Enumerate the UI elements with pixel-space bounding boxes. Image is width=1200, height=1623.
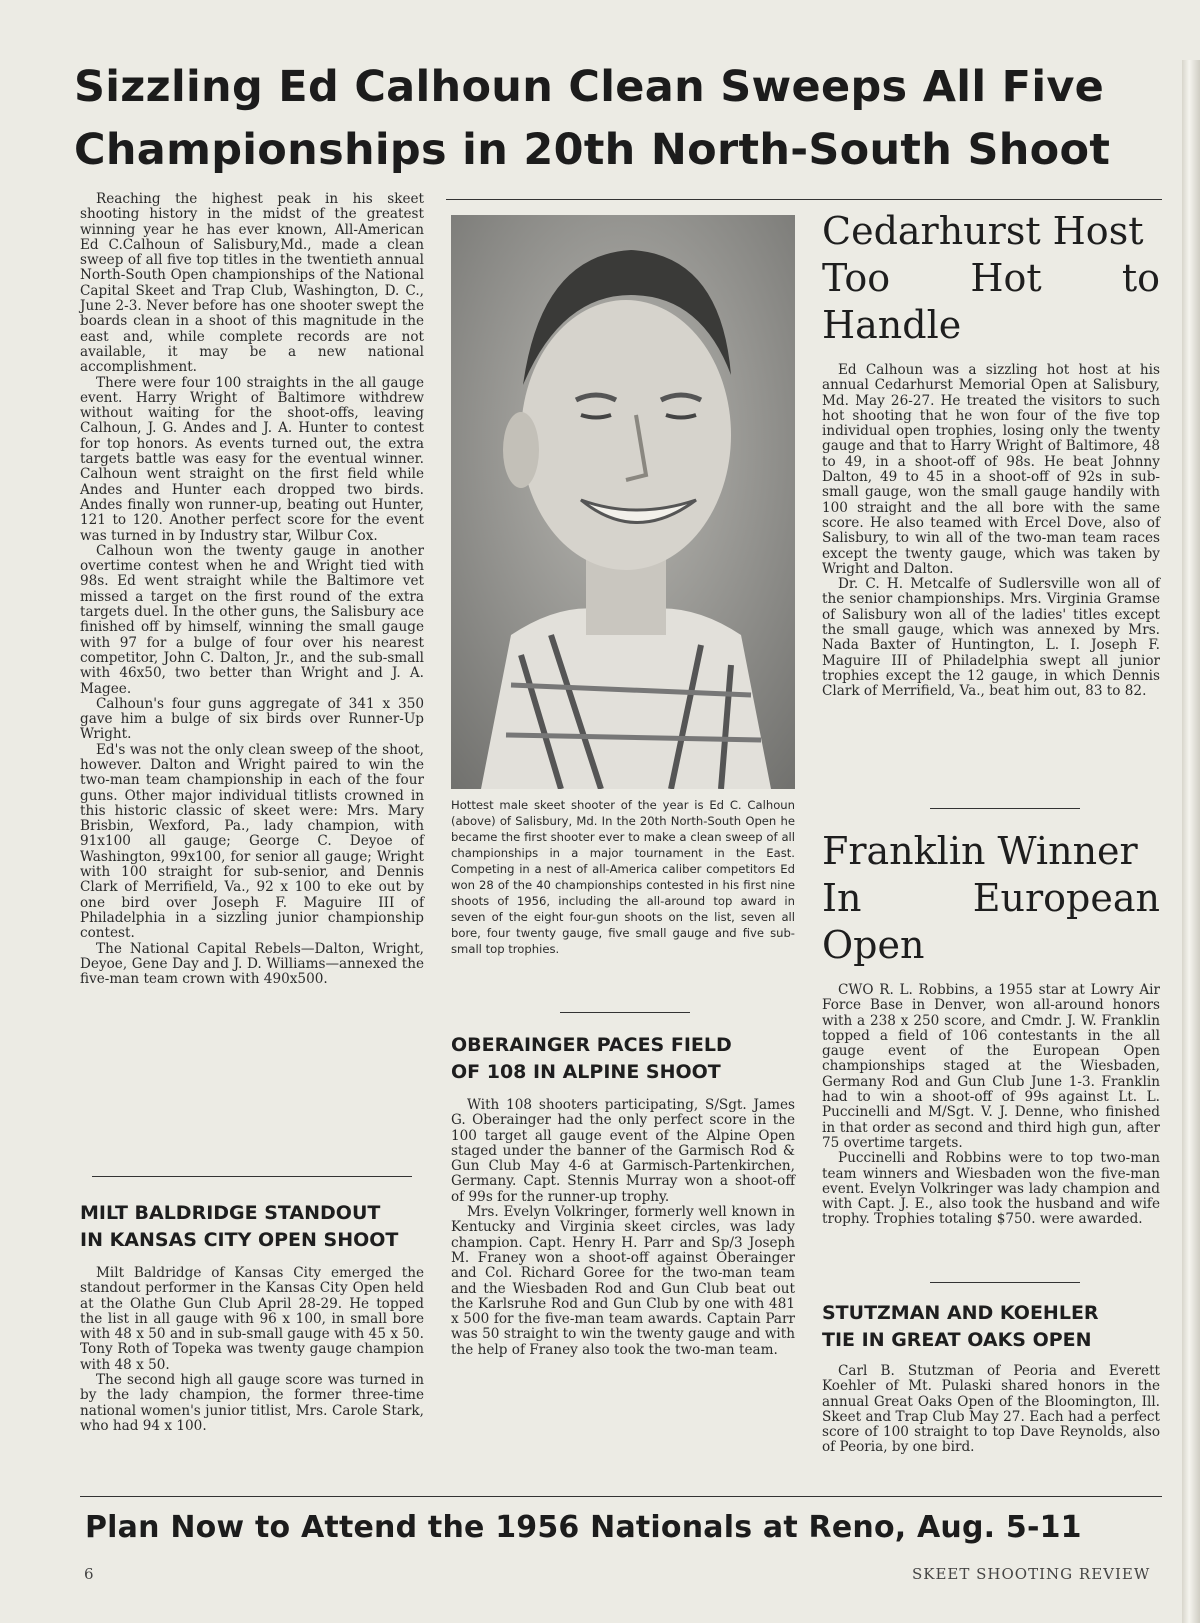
top-divider (446, 199, 1162, 200)
adjacent-page-edge (1182, 60, 1200, 1623)
article-paragraph: There were four 100 straights in the all gauge event. Harry Wright of Baltimore withdrew without waiting for the shoot-offs, leaving Calhoun, J. G. Andes and J. A. Hunter to contest for top honors. As events turned out, the extra targets battle was easy for the eventual winner. Calhoun went straight on the first field while Andes and Hunter each dropped two birds. Andes finally won runner-up, beating out Hunter, 121 to 120. Another perfect score for the event was turned in by Industry star, Wilbur Cox. (80, 374, 424, 544)
divider (92, 1176, 412, 1177)
portrait-photo (451, 215, 795, 789)
nationals-banner: Plan Now to Attend the 1956 Nationals at Reno, Aug. 5-11 (85, 1510, 1082, 1545)
divider (930, 1282, 1080, 1283)
photo-caption: Hottest male skeet shooter of the year is Ed C. Calhoun (above) of Salisbury, Md. In the 20th North-South Open he became the first shooter ever to make a clean sweep of all championships in a major tournament in the East. Competing in a nest of all-America caliber competitors Ed won 28 of the 40 championships contested in his first nine shoots of 1956, including the all-around top award in seven of the eight four-gun shoots on the list, seven all bore, four twenty gauge, five small gauge and five sub-small top trophies. (451, 798, 795, 956)
article-paragraph: Calhoun won the twenty gauge in another overtime contest when he and Wright tied with 98s. Ed went straight while the Baltimore vet missed a target on the first round of the extra targets duel. In the other guns, the Salisbury ace finished off by himself, winning the small gauge with 97 for a bulge of four over his nearest competitor, John C. Dalton, Jr., and the sub-small with 46x50, two better than Wright and J. A. Magee. (80, 542, 424, 697)
article-paragraph: Ed Calhoun was a sizzling hot host at his annual Cedarhurst Memorial Open at Salisbury, Md. May 26-27. He treated the visitors to such hot shooting that he won four of the five top individual open trophies, losing only the twenty gauge and that to Harry Wright of Baltimore, 48 to 49, in a shoot-off of 98s. He beat Johnny Dalton, 49 to 45 in a shoot-off of 92s in sub-small gauge, won the small gauge handily with 100 straight and the all bore with the same score. He also teamed with Ercel Dove, also of Salisbury, to win all of the two-man team races except the twenty gauge, which was taken by Wright and Dalton. (822, 362, 1160, 577)
publication-name: SKEET SHOOTING REVIEW (912, 1565, 1151, 1583)
page-number: 6 (84, 1565, 94, 1583)
article-paragraph: Milt Baldridge of Kansas City emerged the standout performer in the Kansas City Open held at the Olathe Gun Club April 28-29. He topped the list in all gauge with 96 x 100, in small bore with 48 x 50 and in sub-small gauge with 45 x 50. Tony Roth of Topeka was twenty gauge champion with 48 x 50. (80, 1265, 424, 1373)
cedarhurst-article (822, 208, 1160, 700)
article-paragraph: Mrs. Evelyn Volkringer, formerly well known in Kentucky and Virginia skeet circles, was lady champion. Capt. Henry H. Parr and Sp/3 Joseph M. Franey won a shoot-off against Oberainger and Col. Richard Goree for the two-man team and the Wiesbaden Rod and Gun Club beat out the Karlsruhe Rod and Gun Club by one with 481 x 500 for the five-man team awards. Captain Parr was 50 straight to win the twenty gauge and with the help of Franey also took the two-man team. (451, 1204, 795, 1358)
banner-top-rule (80, 1496, 1162, 1497)
article-paragraph: The National Capital Rebels—Dalton, Wright, Deyoe, Gene Day and J. D. Williams—annexed the five-man team crown with 490x500. (80, 940, 424, 988)
article-paragraph: CWO R. L. Robbins, a 1955 star at Lowry Air Force Base in Denver, won all-around honors with a 238 x 250 score, and Cmdr. J. W. Franklin topped a field of 106 contestants in the all gauge event of the European Open championships staged at the Wiesbaden, Germany Rod and Gun Club June 1-3. Franklin had to win a shoot-off of 99s against Lt. L. Puccinelli and M/Sgt. V. J. Denne, who finished in that order as second and third high gun, after 75 overtime targets. (822, 982, 1160, 1151)
article-paragraph: Ed's was not the only clean sweep of the shoot, however. Dalton and Wright paired to win the two-man team championship in each of the four guns. Other major individual titlists crowned in this historic classic of skeet were: Mrs. Mary Brisbin, Wexford, Pa., lady champion, with 91x100 all gauge; George C. Deyoe of Washington, 99x100, for senior all gauge; Wright with 100 straight for sub-senior, and Dennis Clark of Merrifield, Va., 92 x 100 to eke out by one bird over Joseph F. Maguire III of Philadelphia in a sizzling junior championship contest. (80, 741, 424, 942)
stutzman-title: STUTZMAN AND KOEHLER TIE IN GREAT OAKS OPEN (822, 1302, 1099, 1351)
article-paragraph: Carl B. Stutzman of Peoria and Everett Koehler of Mt. Pulaski shared honors in the annual Great Oaks Open of the Bloomington, Ill. Skeet and Trap Club May 27. Each had a perfect score of 100 straight to top Dave Reynolds, also of Peoria, by one bird. (822, 1363, 1160, 1456)
baldridge-title: MILT BALDRIDGE STANDOUT IN KANSAS CITY OPEN SHOOT (80, 1202, 399, 1251)
headline-line-1: Sizzling Ed Calhoun Clean Sweeps All Five (74, 62, 1105, 112)
cedarhurst-title: Cedarhurst Host Too Hot to Handle (822, 209, 1160, 347)
portrait-illustration (451, 215, 795, 789)
headline-line-2: Championships in 20th North-South Shoot (74, 125, 1111, 175)
stutzman-article (822, 1300, 1160, 1456)
main-headline (74, 56, 1164, 182)
baldridge-article (80, 1200, 424, 1434)
main-article (80, 192, 424, 987)
divider (560, 1012, 690, 1013)
franklin-article (822, 828, 1160, 1228)
oberainger-article (451, 1032, 795, 1358)
article-paragraph: Calhoun's four guns aggregate of 341 x 350 gave him a bulge of six birds over Runner-Up Wright. (80, 695, 424, 743)
divider (930, 808, 1080, 809)
article-paragraph: Dr. C. H. Metcalfe of Sudlersville won all of the senior championships. Mrs. Virginia Gramse of Salisbury won all of the ladies' titles except the small gauge, which was annexed by Mrs. Nada Baxter of Huntington, L. I. Joseph F. Maguire III of Philadelphia swept all junior trophies except the 12 gauge, in which Dennis Clark of Merrifield, Va., beat him out, 83 to 82. (822, 576, 1160, 700)
oberainger-title: OBERAINGER PACES FIELD OF 108 IN ALPINE SHOOT (451, 1034, 732, 1083)
franklin-title: Franklin Winner In European Open (822, 829, 1160, 967)
article-paragraph: With 108 shooters participating, S/Sgt. James G. Oberainger had the only perfect score in the 100 target all gauge event of the Alpine Open staged under the banner of the Garmisch Rod & Gun Club May 4-6 at Garmisch-Partenkirchen, Germany. Capt. Stennis Murray won a shoot-off of 99s for the runner-up trophy. (451, 1097, 795, 1205)
article-paragraph: The second high all gauge score was turned in by the lady champion, the former three-time national women's junior titlist, Mrs. Carole Stark, who had 94 x 100. (80, 1372, 424, 1434)
article-paragraph: Puccinelli and Robbins were to top two-man team winners and Wiesbaden won the five-man event. Evelyn Volkringer was lady champion and with Capt. J. E., also took the husband and wife trophy. Trophies totaling $750. were awarded. (822, 1150, 1160, 1228)
article-paragraph: Reaching the highest peak in his skeet shooting history in the midst of the greatest winning year he has ever known, All-American Ed C.Calhoun of Salisbury,Md., made a clean sweep of all five top titles in the twentieth annual North-South Open championships of the National Capital Skeet and Trap Club, Washington, D. C., June 2-3. Never before has one shooter swept the boards clean in a shoot of this magnitude in the east and, while complete records are not available, it may be a new national accomplishment. (80, 191, 424, 376)
